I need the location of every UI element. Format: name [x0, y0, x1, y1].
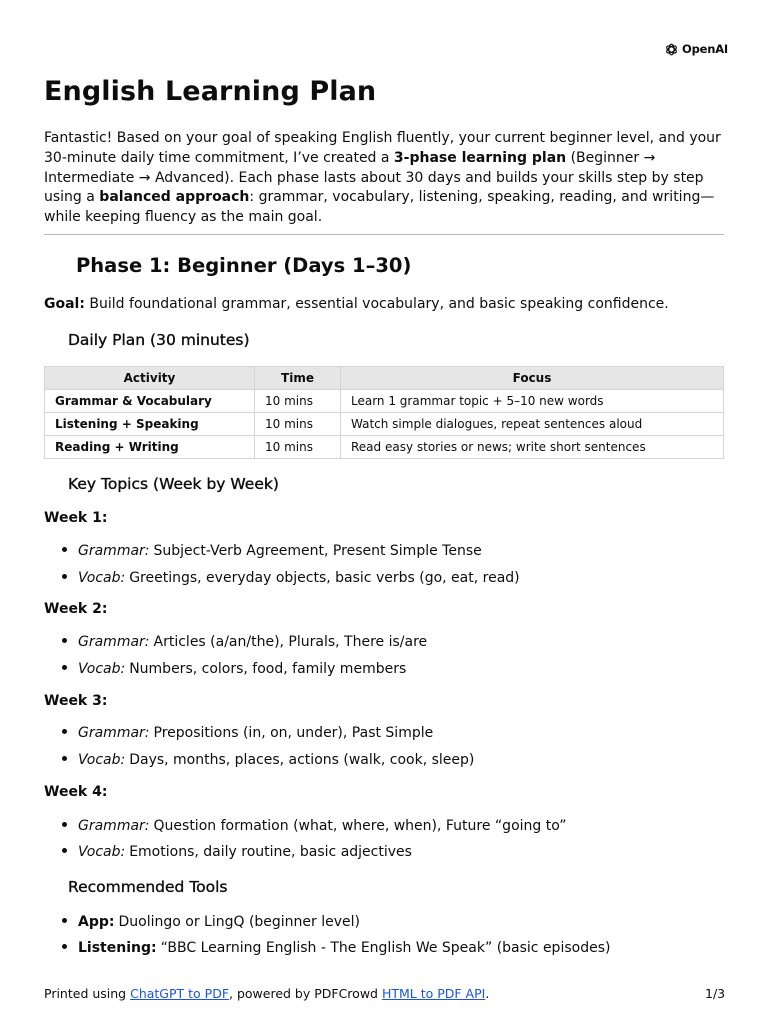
vocab-text: Numbers, colors, food, family members [129, 661, 407, 677]
intro-paragraph [44, 129, 726, 228]
bullet-icon [62, 944, 67, 949]
bullet-icon [62, 848, 67, 853]
daily-plan-table [44, 366, 724, 459]
table-row [45, 436, 724, 459]
week-label: Week 1: [44, 510, 108, 526]
table-header: Time [255, 367, 341, 390]
chatgpt-to-pdf-link[interactable]: ChatGPT to PDF [130, 986, 230, 1001]
grammar-label: Grammar: [78, 543, 150, 559]
list-item [62, 543, 482, 559]
bullet-icon [62, 665, 67, 670]
vocab-label: Vocab: [78, 752, 126, 768]
week-label: Week 3: [44, 693, 108, 709]
table-cell: Listening + Speaking [45, 413, 255, 436]
tool-label: Listening: [78, 940, 157, 956]
list-item [62, 940, 610, 956]
list-item [62, 634, 427, 650]
list-item [62, 661, 406, 677]
openai-logo [664, 41, 728, 57]
list-item [62, 570, 520, 586]
bullet-icon [62, 574, 67, 579]
divider [44, 234, 724, 235]
table-cell: 10 mins [255, 413, 341, 436]
list-item [62, 818, 567, 834]
bullet-icon [62, 822, 67, 827]
vocab-label: Vocab: [78, 661, 126, 677]
recommended-tools-heading: Recommended Tools [68, 878, 228, 896]
list-item [62, 752, 474, 768]
grammar-label: Grammar: [78, 634, 150, 650]
grammar-text: Subject-Verb Agreement, Present Simple Tense [153, 543, 482, 559]
grammar-text: Question formation (what, where, when), Future “going to” [153, 818, 567, 834]
week-label: Week 4: [44, 784, 108, 800]
page-number: 1/3 [705, 986, 726, 1001]
table-cell: Reading + Writing [45, 436, 255, 459]
tool-text: Duolingo or LingQ (beginner level) [118, 914, 361, 930]
table-cell: Read easy stories or news; write short sentences [341, 436, 724, 459]
intro-bold-1: 3-phase learning plan [393, 149, 567, 166]
phase-heading: Phase 1: Beginner (Days 1–30) [76, 254, 412, 277]
vocab-text: Days, months, places, actions (walk, cook, sleep) [129, 752, 475, 768]
page-title: English Learning Plan [44, 76, 377, 107]
vocab-text: Emotions, daily routine, basic adjectives [129, 844, 412, 860]
tool-label: App: [78, 914, 115, 930]
goal-label: Goal: [44, 296, 85, 312]
table-header: Focus [341, 367, 724, 390]
goal-text: Build foundational grammar, essential vocabulary, and basic speaking confidence. [84, 296, 669, 312]
intro-text-1: Fantastic! Based on your goal of speaking English fluently, your current beginner level, and your 30-minute daily time commitment, I’ve created a [44, 130, 721, 166]
intro-text-3: : grammar, vocabulary, listening, speaking, reading, and writing—while keeping fluency as the main goal. [44, 189, 715, 226]
bullet-icon [62, 729, 67, 734]
bullet-icon [62, 547, 67, 552]
table-header-row [45, 367, 724, 390]
table-header: Activity [45, 367, 255, 390]
tool-text: “BBC Learning English - The English We Speak” (basic episodes) [160, 940, 611, 956]
intro-bold-2: balanced approach [99, 189, 250, 206]
bullet-icon [62, 918, 67, 923]
grammar-text: Articles (a/an/the), Plurals, There is/are [153, 634, 428, 650]
list-item [62, 914, 360, 930]
week-label: Week 2: [44, 601, 108, 617]
goal-line [44, 296, 669, 312]
intro-text-2: (Beginner → Intermediate → Advanced). Each phase lasts about 30 days and builds your skills step by step using a [44, 149, 704, 206]
openai-logo-icon [664, 42, 679, 57]
vocab-label: Vocab: [78, 844, 126, 860]
grammar-label: Grammar: [78, 818, 150, 834]
table-row [45, 413, 724, 436]
grammar-label: Grammar: [78, 725, 150, 741]
html-to-pdf-api-link[interactable]: HTML to PDF API [381, 986, 486, 1001]
list-item [62, 725, 433, 741]
table-cell: 10 mins [255, 390, 341, 413]
table-cell: Grammar & Vocabulary [45, 390, 255, 413]
logo-text: OpenAI [682, 42, 728, 56]
footer-text: Printed using [44, 986, 131, 1001]
daily-plan-heading: Daily Plan (30 minutes) [68, 331, 250, 349]
footer-text: . [485, 986, 490, 1001]
table-row [45, 390, 724, 413]
table-cell: Learn 1 grammar topic + 5–10 new words [341, 390, 724, 413]
bullet-icon [62, 638, 67, 643]
list-item [62, 844, 412, 860]
table-cell: Watch simple dialogues, repeat sentences aloud [341, 413, 724, 436]
footer-credit [44, 986, 489, 1001]
bullet-icon [62, 756, 67, 761]
grammar-text: Prepositions (in, on, under), Past Simple [153, 725, 434, 741]
key-topics-heading: Key Topics (Week by Week) [68, 475, 279, 493]
table-cell: 10 mins [255, 436, 341, 459]
vocab-label: Vocab: [78, 570, 126, 586]
footer-text: , powered by PDFCrowd [229, 986, 382, 1001]
vocab-text: Greetings, everyday objects, basic verbs (go, eat, read) [129, 570, 520, 586]
